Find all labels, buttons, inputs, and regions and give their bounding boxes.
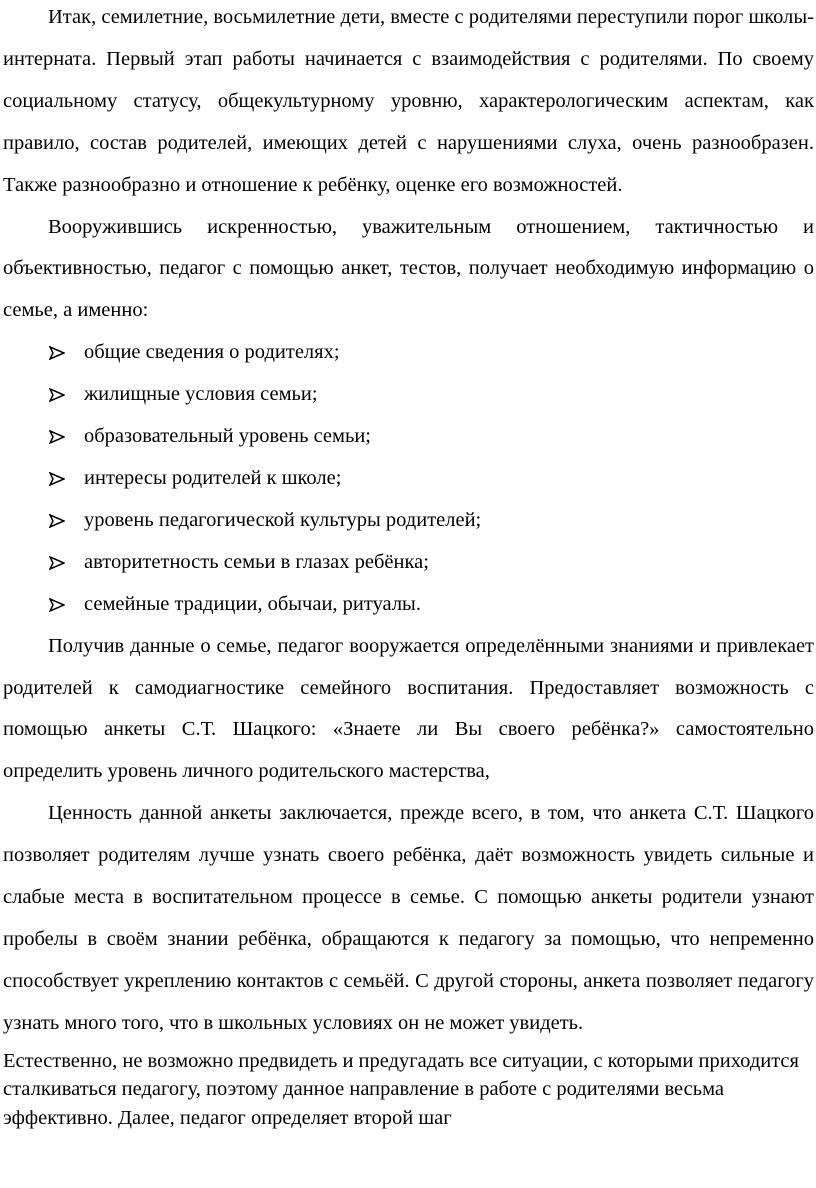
list-item-text: общие сведения о родителях; (84, 341, 340, 364)
list-item-text: авторитетность семьи в глазах ребёнка; (84, 550, 429, 573)
list-item-text: жилищные условия семьи; (84, 383, 318, 406)
list-item (3, 374, 814, 416)
list-item (3, 584, 814, 626)
list-item (3, 332, 814, 374)
list-item-text: семейные традиции, обычаи, ритуалы. (84, 592, 421, 615)
family-info-list (3, 332, 814, 625)
paragraph-survey: Получив данные о семье, педагог вооружается определёнными знаниями и привлекает родителей к самодиагностике семейного воспитания. Предоставляет возможность с помощью анкеты С.Т. Шацкого: «Знаете ли Вы своего ребёнка?» самостоятельно определить уровень личного родительского мастерства, (3, 634, 814, 783)
list-item (3, 416, 814, 458)
paragraph-methods: Вооружившись искренностью, уважительным отношением, тактичностью и объективностью, педагог с помощью анкет, тестов, получает необходимую информацию о семье, а именно: (3, 215, 814, 322)
arrow-bullet-icon (49, 346, 65, 360)
list-item (3, 458, 814, 500)
arrow-bullet-icon (49, 514, 65, 528)
arrow-bullet-icon (49, 388, 65, 402)
list-item (3, 500, 814, 542)
paragraph-intro: Итак, семилетние, восьмилетние дети, вместе с родителями переступили порог школы-интерната. Первый этап работы начинается с взаимодействия с родителями. По своему социальному статусу, общекультурному уровню, характерологическим аспектам, как правило, состав родителей, имеющих детей с нарушениями слуха, очень разнообразен. Также разнообразно и отношение к ребёнку, оценке его возможностей. (3, 6, 814, 196)
arrow-bullet-icon (49, 598, 65, 612)
list-item (3, 542, 814, 584)
list-item-text: образовательный уровень семьи; (84, 425, 371, 448)
arrow-bullet-icon (49, 556, 65, 570)
arrow-bullet-icon (49, 430, 65, 444)
list-item-text: интересы родителей к школе; (84, 466, 342, 489)
list-item-text: уровень педагогической культуры родителей; (84, 508, 482, 531)
paragraph-survey-value: Ценность данной анкеты заключается, прежде всего, в том, что анкета С.Т. Шацкого позволяет родителям лучше узнать своего ребёнка, даёт возможность увидеть сильные и слабые места в воспитательном процессе в семье. С помощью анкеты родители узнают пробелы в своём знании ребёнка, обращаются к педагогу за помощью, что непременно способствует укреплению контактов с семьёй. С другой стороны, анкета позволяет педагогу узнать много того, что в школьных условиях он не может увидеть. (3, 802, 814, 1034)
paragraph-closing: Естественно, не возможно предвидеть и предугадать все ситуации, с которыми приходится сталкиваться педагогу, поэтому данное направление в работе с родителями весьма эффективно. Далее, педагог определяет второй шаг (3, 1049, 799, 1129)
arrow-bullet-icon (49, 472, 65, 486)
